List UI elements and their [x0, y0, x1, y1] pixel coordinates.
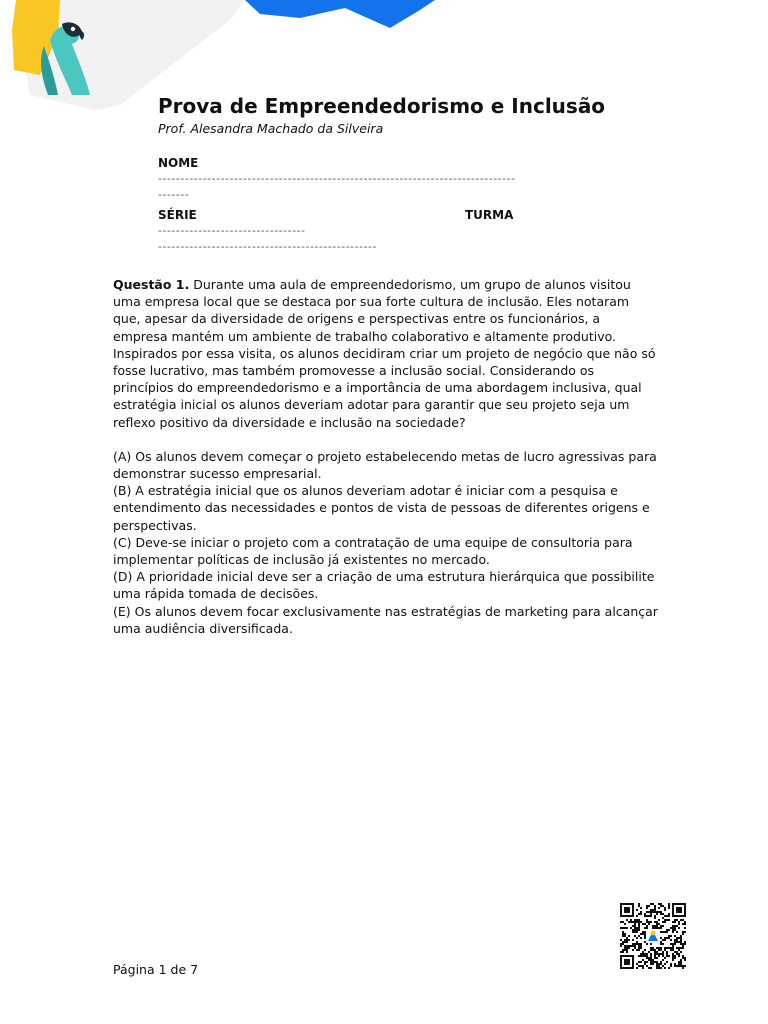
name-line: --------------------------------------------------------------------------------	[158, 172, 516, 185]
question-text: Durante uma aula de empreendedorismo, um grupo de alunos visitou uma empresa local que se destaca por sua forte cultura de inclusão. Eles notaram que, apesar da diversidade de origens e perspectivas entre os funcionários, a empresa mantém um ambiente de trabalho colaborativo e altamente produtivo. Inspirados por essa visita, os alunos decidiram criar um projeto de negócio que não só fosse lucrativo, mas também promovesse a inclusão social. Considerando os princípios do empreendedorismo e a importância de uma abordagem inclusiva, qual estratégia inicial os alunos deveriam adotar para garantir que seu projeto seja um reflexo positivo da diversidade e inclusão na sociedade?	[113, 277, 656, 430]
option-d: (D) A prioridade inicial deve ser a criação de uma estrutura hierárquica que possibilite uma rápida tomada de decisões.	[113, 569, 655, 602]
question-statement	[113, 276, 658, 431]
name-field	[158, 155, 656, 203]
exam-title: Prova de Empreendedorismo e Inclusão	[158, 94, 606, 118]
answer-options	[113, 448, 658, 637]
blue-shape	[245, 0, 435, 28]
series-line: ---------------------------------	[158, 224, 306, 237]
option-e: (E) Os alunos devem focar exclusivamente nas estratégias de marketing para alcançar uma audiência diversificada.	[113, 603, 658, 636]
option-c: (C) Deve-se iniciar o projeto com a contratação de uma equipe de consultoria para implementar políticas de inclusão já existentes no mercado.	[113, 534, 633, 568]
name-label: NOME	[158, 156, 199, 170]
question-1	[113, 276, 658, 637]
question-number: Questão 1.	[113, 277, 190, 292]
class-label: TURMA	[465, 208, 514, 222]
series-label: SÉRIE	[158, 208, 197, 222]
option-a: (A) Os alunos devem começar o projeto estabelecendo metas de lucro agressivas para demonstrar sucesso empresarial.	[113, 448, 657, 482]
qr-code-icon	[620, 903, 686, 969]
exam-header	[158, 93, 658, 137]
name-line-continuation: -------	[158, 188, 190, 201]
series-class-fields	[158, 207, 656, 255]
option-b: (B) A estratégia inicial que os alunos deveriam adotar é iniciar com a pesquisa e entendimento das necessidades e pontos de vista de pessoas de diferentes origens e perspectivas.	[113, 483, 650, 533]
exam-author: Prof. Alesandra Machado da Silveira	[158, 121, 384, 136]
page-number: Página 1 de 7	[113, 962, 199, 977]
class-line: -------------------------------------------------	[158, 240, 377, 253]
